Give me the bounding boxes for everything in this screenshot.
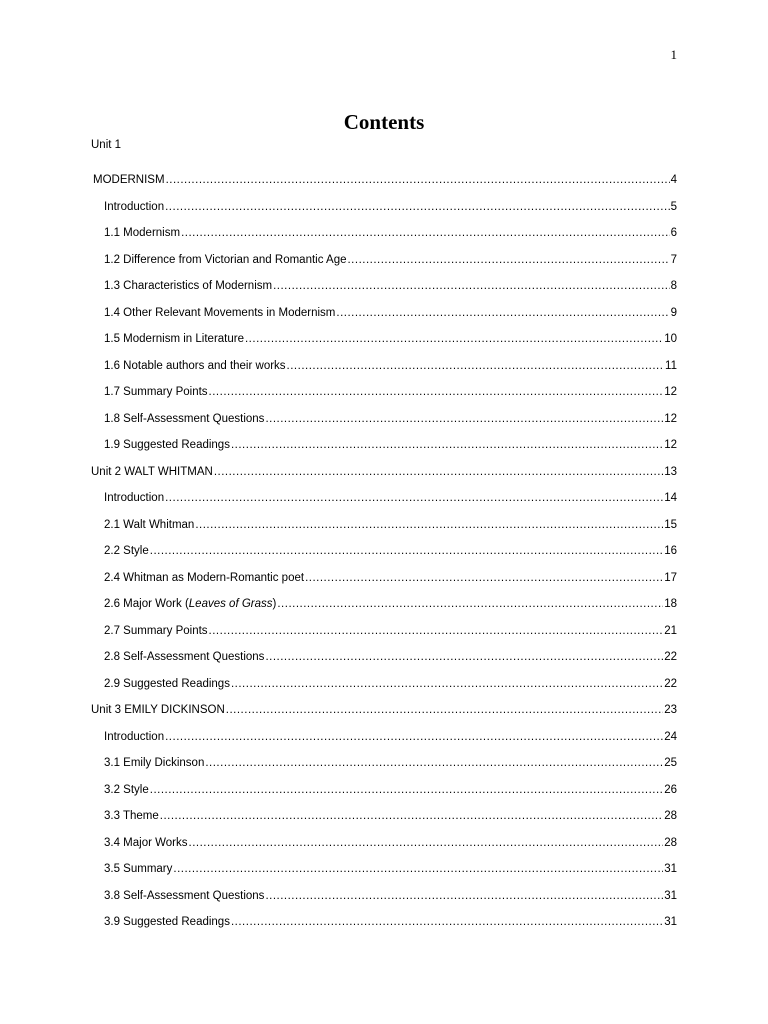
toc-entry[interactable] [104, 782, 677, 798]
toc-entry[interactable] [104, 649, 677, 665]
toc-entry[interactable] [104, 305, 677, 321]
toc-entry-label: MODERNISM [93, 174, 165, 186]
toc-entry-label: 3.1 Emily Dickinson [104, 757, 205, 769]
toc-entry-page: 12 [664, 386, 677, 398]
toc-entry[interactable] [104, 252, 677, 268]
toc-entry-label: 2.8 Self-Assessment Questions [104, 651, 265, 663]
dot-leader [231, 437, 663, 453]
dot-leader [231, 676, 663, 692]
toc-entry[interactable] [104, 729, 677, 745]
toc-entry-page: 26 [664, 783, 677, 796]
toc-entry-page: 8 [670, 280, 677, 292]
toc-entry-label: Unit 3 EMILY DICKINSON [91, 704, 225, 716]
toc-entry-label: 1.9 Suggested Readings [104, 439, 230, 451]
dot-leader [273, 278, 670, 294]
toc-entry[interactable] [104, 808, 677, 824]
toc-entry-page: 5 [670, 200, 677, 213]
toc-entry-page: 25 [664, 757, 677, 769]
dot-leader [226, 702, 663, 718]
dot-leader [287, 358, 665, 374]
toc-entry-page: 22 [664, 651, 677, 663]
toc-entry-page: 23 [664, 704, 677, 716]
dot-leader [209, 384, 664, 400]
toc-entry-unit-3[interactable] [91, 702, 677, 718]
contents-title: Contents [343, 110, 425, 134]
toc-entry[interactable] [104, 888, 677, 904]
toc-entry-page: 14 [664, 492, 677, 504]
toc-entry[interactable] [104, 437, 677, 453]
toc-entry-page: 17 [664, 571, 677, 584]
toc-entry-page: 7 [670, 253, 677, 266]
toc-entry-label: 3.8 Self-Assessment Questions [104, 889, 265, 902]
toc-entry-label: 1.8 Self-Assessment Questions [104, 412, 265, 425]
toc-entry-label: Introduction [104, 200, 165, 213]
dot-leader [245, 331, 663, 347]
toc-entry-page: 18 [664, 598, 677, 610]
toc-entry[interactable] [104, 331, 677, 347]
toc-entry-label: Unit 2 WALT WHITMAN [91, 465, 213, 478]
toc-entry[interactable] [104, 278, 677, 294]
dot-leader [173, 861, 663, 877]
toc-entry-label: 2.2 Style [104, 545, 149, 557]
page-number: 1 [670, 47, 677, 62]
label-italic-title: Leaves of Grass [188, 598, 273, 610]
dot-leader [347, 252, 669, 268]
dot-leader [265, 888, 663, 904]
toc-entry-unit-2[interactable] [91, 464, 677, 480]
toc-entry-label: 1.1 Modernism [104, 227, 181, 239]
dot-leader [265, 649, 663, 665]
toc-entry-label: 2.9 Suggested Readings [104, 677, 230, 690]
dot-leader [165, 729, 663, 745]
dot-leader [181, 225, 670, 241]
toc-entry-page: 28 [664, 836, 677, 849]
toc-entry-label: 1.2 Difference from Victorian and Romantic Age [104, 253, 347, 266]
toc-entry-label: 3.2 Style [104, 783, 149, 796]
toc-entry-page: 12 [664, 412, 677, 425]
toc-entry[interactable] [104, 835, 677, 851]
toc-entry-label: 1.5 Modernism in Literature [104, 333, 244, 345]
toc-entry-page: 11 [665, 359, 677, 372]
dot-leader [189, 835, 664, 851]
toc-entry-page: 10 [664, 333, 677, 345]
toc-entry-label: 1.3 Characteristics of Modernism [104, 280, 273, 292]
toc-entry-page: 12 [664, 439, 677, 451]
toc-entry[interactable] [104, 755, 677, 771]
dot-leader [166, 172, 670, 188]
toc-entry-label: 1.7 Summary Points [104, 386, 208, 398]
toc-entry-page: 13 [664, 465, 677, 478]
toc-entry-page: 6 [670, 227, 677, 239]
dot-leader [305, 570, 663, 586]
toc-entry-modernism[interactable] [93, 172, 677, 188]
dot-leader [165, 199, 669, 215]
toc-entry[interactable] [104, 517, 677, 533]
toc-entry-label: 3.5 Summary [104, 863, 173, 875]
toc-entry-page: 21 [664, 624, 677, 637]
dot-leader [195, 517, 663, 533]
toc-entry-label: 3.3 Theme [104, 810, 159, 822]
toc-entry[interactable] [104, 623, 677, 639]
toc-entry-page: 31 [664, 916, 677, 928]
toc-entry[interactable] [104, 199, 677, 215]
toc-entry[interactable] [104, 676, 677, 692]
dot-leader [205, 755, 663, 771]
toc-entry-label: Introduction [104, 730, 165, 743]
toc-entry-label: Introduction [104, 492, 165, 504]
label-suffix: ) [272, 598, 277, 610]
unit-1-label: Unit 1 [91, 139, 122, 151]
toc-entry-label: 2.1 Walt Whitman [104, 518, 195, 531]
toc-entry[interactable] [104, 861, 677, 877]
toc-entry-page: 15 [664, 518, 677, 531]
toc-entry[interactable] [104, 570, 677, 586]
toc-entry-label: 1.6 Notable authors and their works [104, 359, 286, 372]
toc-entry-page: 9 [670, 306, 677, 319]
dot-leader [231, 914, 663, 930]
toc-entry-label: 2.4 Whitman as Modern-Romantic poet [104, 571, 305, 584]
dot-leader [160, 808, 663, 824]
dot-leader [165, 490, 663, 506]
toc-entry[interactable] [104, 543, 677, 559]
toc-entry[interactable] [104, 358, 677, 374]
toc-entry-major-work[interactable] [104, 596, 677, 612]
toc-entry-page: 31 [664, 889, 677, 902]
toc-entry[interactable] [104, 384, 677, 400]
dot-leader [214, 464, 663, 480]
toc-entry[interactable] [104, 225, 677, 241]
dot-leader [336, 305, 669, 321]
toc-entry-page: 22 [664, 677, 677, 690]
toc-entry[interactable] [104, 914, 677, 930]
toc-entry[interactable] [104, 490, 677, 506]
toc-entry-label: 2.7 Summary Points [104, 624, 208, 637]
toc-entry[interactable] [104, 411, 677, 427]
label-prefix: 2.6 Major Work ( [104, 598, 189, 610]
toc-entry-label: 3.4 Major Works [104, 836, 188, 849]
dot-leader [150, 543, 663, 559]
dot-leader [150, 782, 663, 798]
toc-entry-label: 1.4 Other Relevant Movements in Modernism [104, 306, 336, 319]
toc-entry-label [104, 596, 276, 612]
toc-entry-label: 3.9 Suggested Readings [104, 916, 230, 928]
dot-leader [209, 623, 664, 639]
dot-leader [277, 596, 663, 612]
toc-entry-page: 16 [664, 545, 677, 557]
toc-entry-page: 31 [664, 863, 677, 875]
toc-entry-page: 4 [670, 174, 677, 186]
toc-entry-page: 24 [664, 730, 677, 743]
toc-entry-page: 28 [664, 810, 677, 822]
dot-leader [265, 411, 663, 427]
